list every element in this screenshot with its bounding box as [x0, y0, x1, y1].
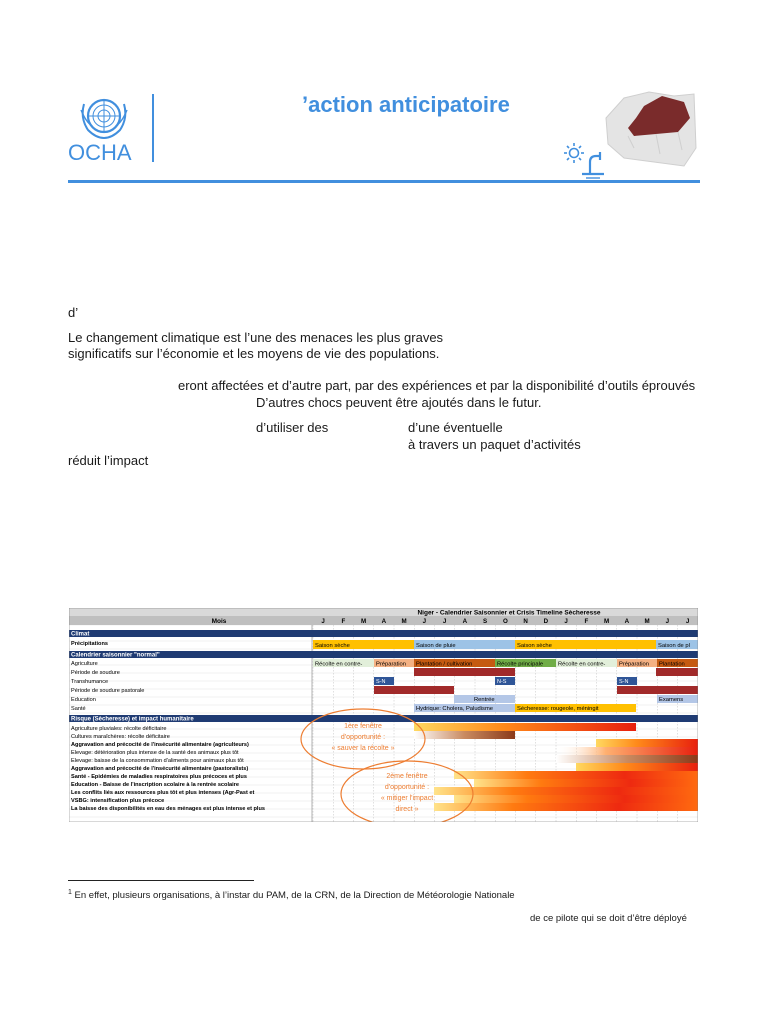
month-label: D: [543, 618, 549, 625]
window-1-line-3: « sauver la récolte »: [331, 745, 395, 752]
row-risk-2: Cultures maraîchères: récolte déficitaire: [71, 734, 170, 740]
month-label: J: [422, 618, 427, 625]
label-sn: S-N: [376, 679, 386, 685]
month-header-label: Mois: [211, 618, 227, 625]
bar-risk-7: [454, 771, 698, 779]
footnote-marker: 1: [68, 889, 72, 896]
row-risk-11: La baisse des disponibilités en eau des ménages est plus intense et plus: [71, 806, 265, 812]
bar-risk-4: [556, 747, 698, 755]
window-2-line-4: direct »: [395, 806, 419, 813]
row-risk-7: Santé - Epidémies de maladies respiratoires plus précoces et plus: [71, 774, 247, 780]
body-line-d: d’: [68, 305, 79, 320]
window-1-line-1: 1ère fenêtre: [344, 723, 382, 730]
water-tap-icon: [582, 152, 604, 178]
paragraph-3-fragment-2: d’une éventuelle: [408, 420, 503, 435]
section-climat-label: Climat: [71, 631, 90, 638]
month-label: O: [502, 618, 508, 625]
bar-soudure-pastorale: [374, 686, 454, 694]
sun-icon: [564, 143, 584, 163]
footnote: [68, 889, 515, 901]
row-soudure-pastorale: Période de soudure pastorale: [71, 688, 145, 694]
row-risk-8: Education - Baisse de l'inscription scolaire à la rentrée scolaire: [71, 782, 239, 788]
month-label: J: [321, 618, 325, 625]
bar-risk-2: [414, 731, 515, 739]
row-risk-6: Aggravation and précocité de l'insécurité alimentaire (pastoralists): [71, 766, 249, 772]
month-label: J: [665, 618, 670, 625]
chart-title-bar: [69, 608, 698, 616]
section-risque-label: Risque (Sècheresse) et impact humanitaire: [71, 716, 194, 723]
section-calendrier: [69, 651, 698, 658]
month-label: A: [462, 618, 468, 625]
month-label: F: [584, 618, 589, 625]
label-saison-pl: Saison de pl: [658, 643, 690, 649]
row-risk-5: Elevage: baisse de la consommation d'aliments pour animaux plus tôt: [71, 758, 244, 764]
window-1-line-2: d'opportunité :: [340, 734, 386, 741]
label-plantation-cultivation: Plantation / cultivation: [416, 661, 473, 668]
un-emblem-icon: [81, 100, 127, 138]
bar-soudure-pastorale-2: [617, 686, 698, 694]
label-preparation-2: Préparation: [619, 661, 649, 668]
chart-title: Niger - Calendrier Saisonnier et Crisis Timeline Sècheresse: [417, 609, 601, 617]
paragraph-2-line-2: D’autres chocs peuvent être ajoutés dans le futur.: [256, 395, 542, 410]
row-risk-10: VSBG: intensification plus précoce: [71, 798, 165, 804]
month-label: M: [361, 618, 367, 625]
label-plantation: Plantation: [659, 661, 685, 668]
paragraph-1-line-1: Le changement climatique est l’une des menaces les plus graves: [68, 330, 444, 345]
label-saison-seche: Saison sèche: [315, 643, 350, 649]
label-rentree: Rentrée: [474, 697, 495, 703]
month-label: S: [483, 618, 488, 625]
month-label: J: [685, 618, 690, 625]
section-calendrier-label: Calendrier saisonnier "normal": [71, 652, 160, 659]
bar-risk-5: [556, 755, 698, 763]
row-risk-1: Agriculture pluviales: récolte déficitaire: [71, 726, 167, 732]
ocha-logo: [66, 92, 146, 162]
label-recolte-contre-2: Récolte en contre-: [558, 661, 606, 668]
niger-map-icon: [604, 88, 698, 168]
bar-risk-11: [434, 803, 698, 811]
row-soudure: Période de soudure: [71, 670, 120, 676]
section-climat: [69, 630, 698, 637]
page-title: ’action anticipatoire: [302, 92, 510, 117]
row-risk-4: Elevage: détérioration plus intense de la santé des animaux plus tôt: [71, 750, 239, 756]
footnote-rule: [68, 880, 254, 881]
label-sn-2: S-N: [619, 679, 629, 685]
row-education: Education: [71, 697, 96, 703]
month-label: M: [644, 618, 650, 625]
label-saison-pluie: Saison de pluie: [416, 643, 456, 649]
window-2-line-1: 2ème fenêtre: [386, 773, 428, 780]
bar-risk-8: [474, 779, 698, 787]
label-preparation: Préparation: [376, 661, 406, 668]
month-label: J: [442, 618, 447, 625]
window-2-line-3: « mitiger l'impact: [380, 795, 434, 802]
row-sante: Santé: [71, 706, 86, 712]
label-hydrique: Hydrique: Cholera, Paludisme: [416, 706, 494, 712]
label-saison-seche-2: Saison sèche: [517, 643, 552, 649]
row-risk-9: Les conflits liés aux ressources plus tôt et plus intenses (Agr-Past et: [71, 790, 255, 796]
footnote-text: En effet, plusieurs organisations, à l’instar du PAM, de la CRN, de la Direction de Météorologie Nationale: [74, 890, 515, 902]
header-rule: [68, 180, 700, 183]
ocha-logo-text: OCHA: [68, 140, 132, 162]
paragraph-3-fragment-1: d’utiliser des: [256, 420, 329, 435]
month-label: J: [564, 618, 568, 625]
footnote-continuation: de ce pilote qui se doit d’être déployé: [530, 913, 687, 924]
crisis-timeline-chart: [69, 608, 698, 822]
bar-soudure-2: [656, 668, 698, 676]
paragraph-2-line-1: eront affectées et d’autre part, par des expériences et par la disponibilité d’outils éprouvés: [178, 378, 696, 393]
month-label: A: [381, 618, 387, 625]
logo-divider: [152, 94, 154, 162]
month-label: A: [624, 618, 630, 625]
bar-risk-1: [414, 723, 636, 731]
month-label: N: [523, 618, 528, 625]
bar-risk-10: [454, 795, 698, 803]
bar-soudure: [414, 668, 515, 676]
month-label: M: [604, 618, 610, 625]
bar-risk-6: [576, 763, 698, 771]
row-agriculture: Agriculture: [71, 661, 98, 667]
month-label: M: [401, 618, 407, 625]
bar-risk-3: [596, 739, 698, 747]
row-risk-3: Aggravation and précocité de l'insécurité alimentaire (agriculteurs): [71, 742, 249, 748]
paragraph-3-fragment-3: à travers un paquet d’activités: [408, 437, 581, 452]
row-precipitations: Précipitations: [71, 641, 108, 647]
window-2-line-2: d'opportunité :: [384, 784, 430, 791]
label-ns: N-S: [497, 679, 507, 685]
sun-drop-icon: [560, 140, 610, 182]
label-secheresse: Sécheresse: rougeole, méningit: [517, 706, 599, 712]
row-transhumance: Transhumance: [71, 679, 109, 685]
paragraph-1-line-2: significatifs sur l’économie et les moyens de vie des populations.: [68, 346, 440, 361]
label-recolte-principale: Récolte principale: [497, 661, 544, 668]
label-examens: Examens: [659, 697, 684, 703]
paragraph-4: réduit l’impact: [68, 453, 149, 468]
bar-risk-9: [434, 787, 698, 795]
label-recolte-contre: Récolte en contre-: [315, 661, 363, 668]
month-label: F: [341, 618, 346, 625]
